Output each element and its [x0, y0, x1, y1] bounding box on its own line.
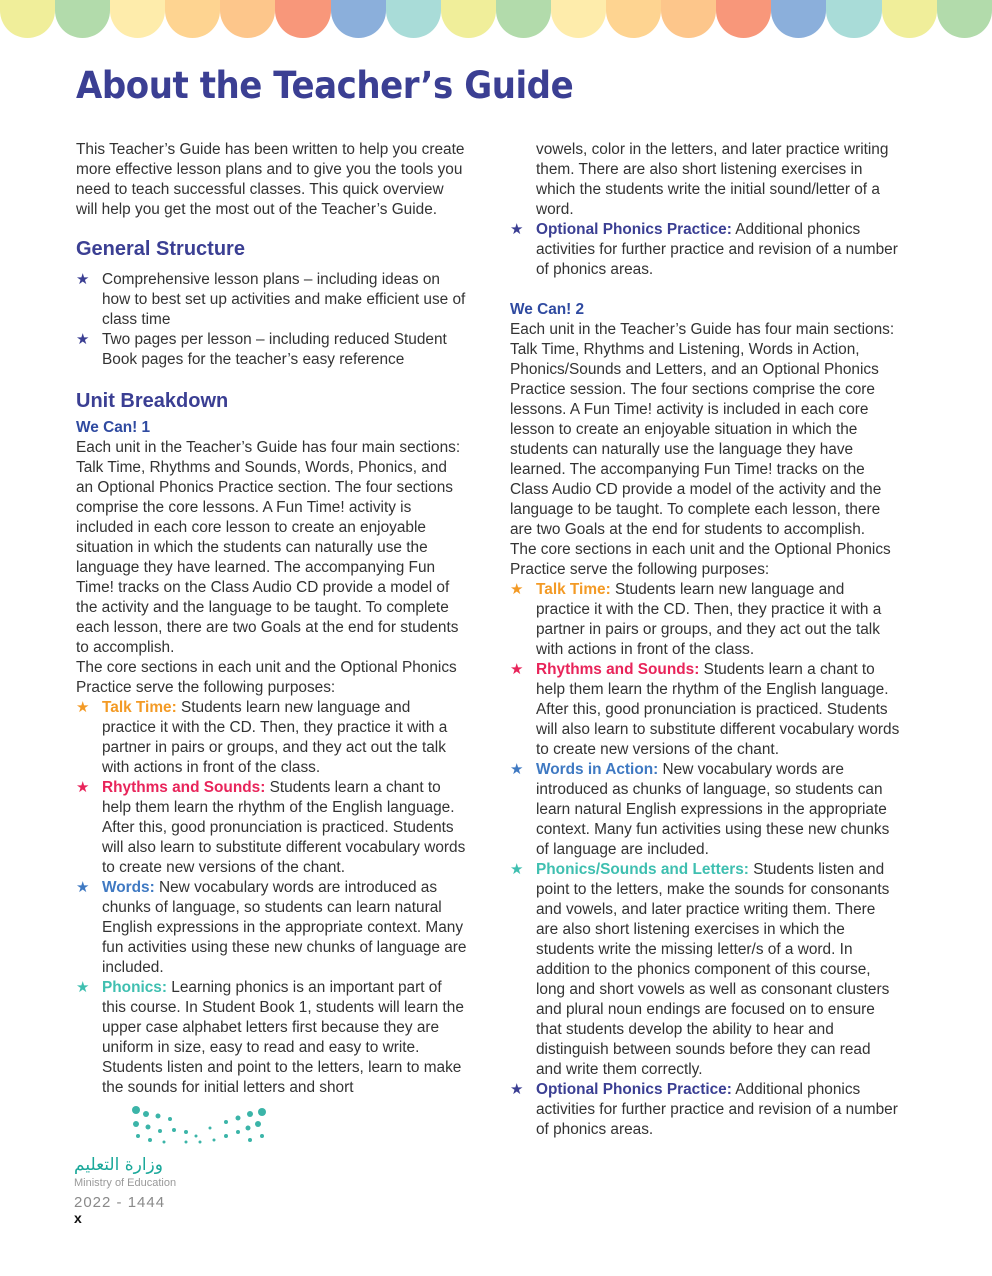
item-label: Optional Phonics Practice:	[536, 221, 732, 238]
scallop	[771, 0, 826, 38]
item-text: Learning phonics is an important part of this course. In Student Book 1, students will learn the upper case alphabet letters first because they are uniform in size, easy to read and easy to write. Students listen and point to the letters, learn to make the sounds for initial letters and short	[102, 979, 464, 1096]
list-item-rhythms-and-sounds	[510, 660, 900, 760]
item-text: New vocabulary words are introduced as chunks of language, so students can learn natural English expressions in the appropriate context. Many fun activities using these new chunks of language are included.	[102, 879, 467, 976]
scallop	[716, 0, 771, 38]
general-structure-heading: General Structure	[76, 238, 245, 260]
item-text: Students learn a chant to help them learn the rhythm of the English language. After this, good pronunciation is practiced. Students will also learn to substitute different vocabulary words to create new versions of the chant.	[536, 661, 900, 758]
scallop	[937, 0, 992, 38]
item-label: Optional Phonics Practice:	[536, 1081, 732, 1098]
item-label: Rhythms and Sounds:	[102, 779, 266, 796]
scallop	[826, 0, 881, 38]
phonics-continuation: vowels, color in the letters, and later practice writing them. There are also short listening exercises in which the students write the initial sound/letter of a word.	[536, 141, 889, 218]
list-item-optional-phonics-practice	[510, 220, 900, 280]
scallop	[331, 0, 386, 38]
intro-paragraph: This Teacher’s Guide has been written to help you create more effective lesson plans and to give you the tools you need to teach successful classes. This quick overview will help you get the most out of the Teacher’s Guide.	[76, 141, 465, 218]
scallop	[110, 0, 165, 38]
item-label: Phonics/Sounds and Letters:	[536, 861, 749, 878]
ministry-label: Ministry of Education	[74, 1177, 177, 1189]
list-item-text: Two pages per lesson – including reduced Student Book pages for the teacher’s easy reference	[102, 331, 447, 368]
general-structure-list	[76, 270, 468, 370]
star-icon: ★	[510, 761, 524, 778]
scallop	[165, 0, 220, 38]
scallop	[882, 0, 937, 38]
list-item	[76, 270, 468, 330]
item-text: New vocabulary words are introduced as chunks of language, so students can learn natural English expressions in the appropriate context. Many fun activities using these new chunks of language are included.	[536, 761, 890, 858]
scallop	[551, 0, 606, 38]
scallop	[0, 0, 55, 38]
we-can-1-purposes-list	[76, 698, 468, 1098]
item-label: Talk Time:	[536, 581, 611, 598]
scallop	[606, 0, 661, 38]
right-column	[510, 140, 900, 1140]
we-can-1-body: Each unit in the Teacher’s Guide has four main sections: Talk Time, Rhythms and Sounds, Words, Phonics, and an Optional Phonics Practice section. The four sections comprise the core lessons. A Fun Time! activity is included in each core lesson to create an enjoyable situation in which the students can naturally use the language they have learned. The accompanying Fun Time! tracks on the Class Audio CD provide a model of the activity and the language to be taught. To complete each lesson, there are two Goals at the end for students to accomplish.	[76, 439, 461, 656]
star-icon: ★	[76, 879, 90, 896]
list-item-phonics-sounds-letters	[510, 860, 900, 1080]
item-label: Words in Action:	[536, 761, 659, 778]
star-icon: ★	[510, 661, 524, 678]
list-item-words	[76, 878, 468, 978]
star-icon: ★	[76, 779, 90, 796]
item-text: Students learn new language and practice it with the CD. Then, they practice it with a partner in pairs or groups, and they act out the talk with actions in front of the class.	[102, 699, 448, 776]
list-item-talk-time	[76, 698, 468, 778]
item-label: Talk Time:	[102, 699, 177, 716]
list-item-phonics	[76, 978, 468, 1098]
we-can-2-body: Each unit in the Teacher’s Guide has four main sections: Talk Time, Rhythms and Listening, Words in Action, Phonics/Sounds and Letters, and an Optional Phonics Practice session. The four sections comprise the core lessons. A Fun Time! activity is included in each core lesson to create an enjoyable situation in which the students can naturally use the language they have learned. The accompanying Fun Time! tracks on the Class Audio CD provide a model of the activity and the language to be taught. To complete each lesson, there are two Goals at the end for students to accomplish.	[510, 321, 895, 538]
we-can-1-heading: We Can! 1	[76, 419, 151, 436]
star-icon: ★	[510, 861, 524, 878]
we-can-1-purposes-list-cont	[510, 220, 900, 280]
list-item-rhythms-and-sounds	[76, 778, 468, 878]
item-text: Students learn a chant to help them learn the rhythm of the English language. After this, good pronunciation is practiced. Students will also learn to substitute different vocabulary words to create new versions of the chant.	[102, 779, 466, 876]
item-text: Students listen and point to the letters, make the sounds for consonants and vowels, and later practice writing them. There are also short listening exercises in which the students write the missing letter/s of a word. In addition to the phonics component of this course, long and short vowels as well as consonant clusters and plural noun endings are focused on to ensure that students develop the ability to hear and distinguish between sounds before they can read and write them correctly.	[536, 861, 890, 1078]
page-number: x	[74, 1210, 82, 1226]
item-label: Phonics:	[102, 979, 167, 996]
star-icon: ★	[510, 221, 524, 238]
list-item	[76, 330, 468, 370]
list-item-text: Comprehensive lesson plans – including ideas on how to best set up activities and make efficient use of class time	[102, 271, 466, 328]
we-can-1-purposes-intro: The core sections in each unit and the Optional Phonics Practice serve the following purposes:	[76, 659, 457, 696]
item-label: Words:	[102, 879, 155, 896]
star-icon: ★	[76, 979, 90, 996]
unit-breakdown-heading: Unit Breakdown	[76, 390, 229, 412]
scallop	[441, 0, 496, 38]
we-can-2-heading: We Can! 2	[510, 301, 585, 318]
year-label: 2022 - 1444	[74, 1194, 166, 1211]
star-icon: ★	[76, 271, 90, 288]
item-label: Rhythms and Sounds:	[536, 661, 700, 678]
star-icon: ★	[510, 581, 524, 598]
item-text: Additional phonics activities for further practice and revision of a number of phonics areas.	[536, 221, 898, 278]
we-can-2-purposes-list	[510, 580, 900, 1140]
list-item-optional-phonics-practice	[510, 1080, 900, 1140]
spacer	[510, 280, 900, 300]
star-icon: ★	[76, 331, 90, 348]
we-can-2-purposes-intro: The core sections in each unit and the Optional Phonics Practice serve the following purposes:	[510, 541, 891, 578]
ministry-logo-text: وزارة التعليم	[74, 1155, 163, 1175]
star-icon: ★	[76, 699, 90, 716]
scallop	[386, 0, 441, 38]
left-column	[76, 140, 468, 1098]
scallop-border	[0, 0, 992, 38]
page-title: About the Teacher’s Guide	[76, 64, 574, 107]
item-text: Students learn new language and practice it with the CD. Then, they practice it with a partner in pairs or groups, and they act out the talk with actions in front of the class.	[536, 581, 882, 658]
ministry-logo-icon	[130, 1102, 270, 1148]
scallop	[496, 0, 551, 38]
scallop	[55, 0, 110, 38]
list-item-words-in-action	[510, 760, 900, 860]
list-item-talk-time	[510, 580, 900, 660]
star-icon: ★	[510, 1081, 524, 1098]
scallop	[275, 0, 330, 38]
scallop	[661, 0, 716, 38]
scallop	[220, 0, 275, 38]
item-text: Additional phonics activities for further practice and revision of a number of phonics areas.	[536, 1081, 898, 1138]
